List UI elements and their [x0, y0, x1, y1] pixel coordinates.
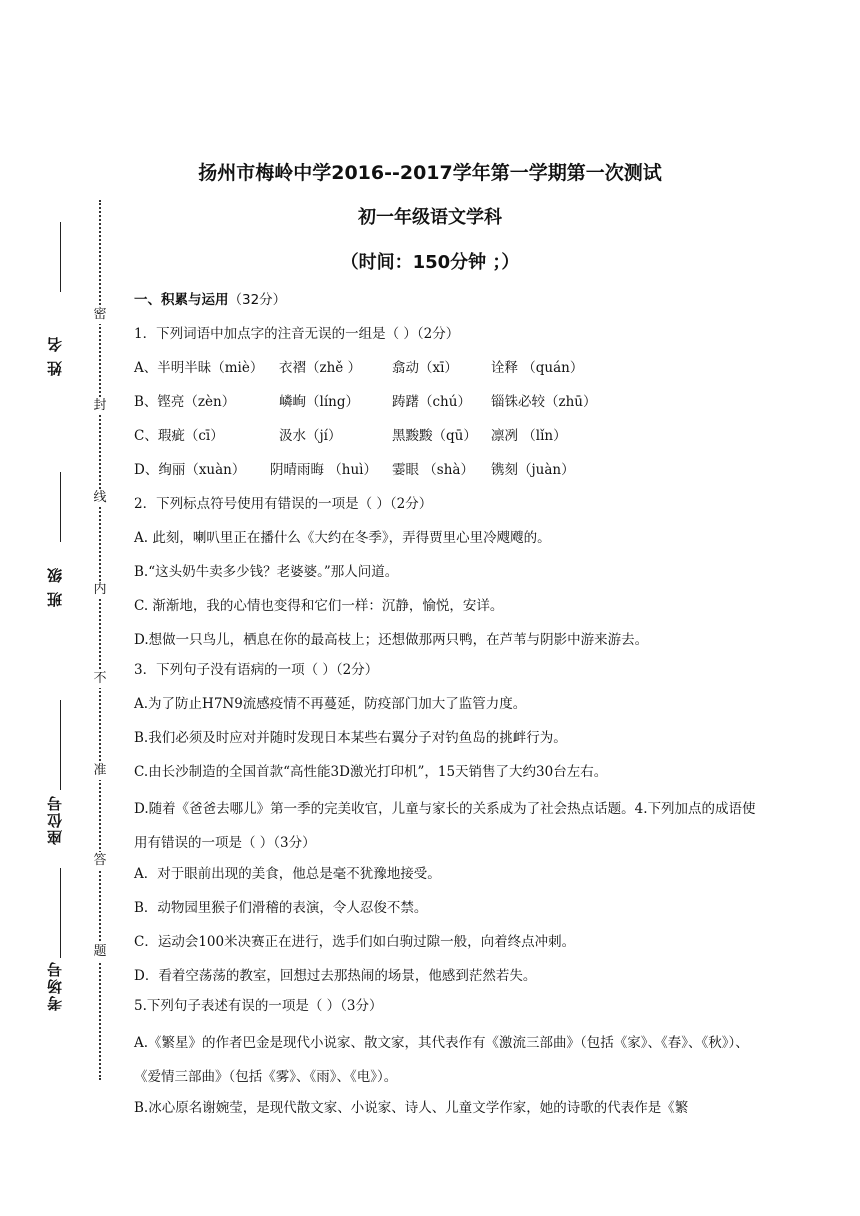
class-label: 班 级 — [46, 566, 64, 608]
name-label: 姓 名 — [46, 335, 64, 377]
q1-option-b — [134, 388, 764, 422]
q1-option-c — [134, 422, 764, 456]
option-item: C、瑕疵（cī） — [134, 428, 224, 444]
option-item: 阴晴雨晦 （huì） — [270, 462, 377, 478]
q2-option-c: C. 渐渐地，我的心情也变得和它们一样：沉静，愉悦，安详。 — [134, 598, 504, 614]
q1-stem: 1．下列词语中加点字的注音无误的一组是（ ）（2分） — [134, 326, 460, 342]
q1-option-d — [134, 456, 764, 490]
seal-char: 题 — [91, 943, 109, 961]
option-item: D、绚丽（xuàn） — [134, 462, 246, 478]
q3-option-c: C.由长沙制造的全国首款“高性能3D激光打印机”，15天销售了大约30台左右。 — [134, 764, 608, 780]
seal-char: 答 — [91, 852, 109, 870]
seal-char: 线 — [91, 489, 109, 507]
q4-option-c: C．运动会100米决赛正在进行，选手们如白驹过隙一般，向着终点冲刺。 — [134, 934, 576, 950]
option-item: 凛冽 （lǐn） — [491, 428, 567, 444]
class-underline — [60, 472, 61, 542]
option-item: 翕动（xī） — [392, 360, 458, 376]
room-underline — [60, 868, 61, 958]
option-item: 霎眼 （shà） — [392, 462, 474, 478]
section-title: 一、积累与运用 — [134, 292, 229, 308]
exam-subtitle: 初一年级语文学科 — [358, 207, 502, 228]
q3-stem: 3．下列句子没有语病的一项（ ）（2分） — [134, 662, 379, 678]
option-item: 镌刻（juàn） — [491, 462, 575, 478]
option-item: 衣褶（zhě ） — [279, 360, 362, 376]
q4-option-a: A．对于眼前出现的美食，他总是毫不犹豫地接受。 — [134, 866, 441, 882]
q4-option-d: D．看着空荡荡的教室，回想过去那热闹的场景，他感到茫然若失。 — [134, 968, 537, 984]
q3-option-a: A.为了防止H7N9流感疫情不再蔓延，防疫部门加大了监管力度。 — [134, 696, 527, 712]
q3-option-b: B.我们必须及时应对并随时发现日本某些右翼分子对钓鱼岛的挑衅行为。 — [134, 730, 567, 746]
seat-label: 座位号 — [46, 794, 64, 845]
q1-option-a — [134, 354, 764, 388]
seal-char: 不 — [91, 670, 109, 688]
exam-body — [134, 286, 764, 1128]
seal-char: 密 — [91, 306, 109, 324]
seal-char: 封 — [91, 397, 109, 415]
q2-option-b: B.“这头奶牛卖多少钱？老婆婆。”那人问道。 — [134, 564, 399, 580]
q2-option-a: A. 此刻，喇叭里正在播什么《大约在冬季》，弄得贾里心里冷飕飕的。 — [134, 530, 551, 546]
option-item: 黑黢黢（qū） — [392, 428, 477, 444]
option-item: 锱铢必较（zhū） — [491, 394, 597, 410]
option-item: A、半明半昧（miè） — [134, 360, 264, 376]
section-score: （32分） — [228, 292, 287, 308]
seal-char: 内 — [91, 581, 109, 599]
seal-char: 准 — [91, 762, 109, 780]
option-item: 嶙峋（líng） — [279, 394, 359, 410]
q2-stem: 2．下列标点符号使用有错误的一项是（ ）（2分） — [134, 496, 433, 512]
section-heading — [134, 286, 764, 320]
exam-time: （时间：150分钟 ；） — [340, 252, 520, 273]
option-item: 诠释 （quán） — [491, 360, 584, 376]
room-label: 考场号 — [46, 960, 64, 1011]
option-item: 汲水（jí） — [279, 428, 342, 444]
q5-stem: 5.下列句子表述有误的一项是（ ）（3分） — [134, 998, 383, 1014]
q5-option-b: B.冰心原名谢婉莹，是现代散文家、小说家、诗人、儿童文学作家，她的诗歌的代表作是《繁 — [134, 1100, 689, 1116]
q2-option-d: D.想做一只鸟儿，栖息在你的最高枝上；还想做那两只鸭，在芦苇与阴影中游来游去。 — [134, 632, 649, 648]
exam-title: 扬州市梅岭中学2016--2017学年第一学期第一次测试 — [198, 162, 662, 184]
seat-underline — [60, 700, 61, 790]
option-item: B、铿亮（zèn） — [134, 394, 236, 410]
option-item: 踌躇（chú） — [392, 394, 471, 410]
q4-option-b: B．动物园里猴子们滑稽的表演，令人忍俊不禁。 — [134, 900, 428, 916]
q5-option-a: A.《繁星》的作者巴金是现代小说家、散文家，其代表作有《激流三部曲》（包括《家》、《春》、《秋》）、《爱情三部曲》（包括《雾》、《雨》、《电》）。 — [134, 1035, 749, 1085]
q3-option-d: D.随着《爸爸去哪儿》第一季的完美收官，儿童与家长的关系成为了社会热点话题。4.下列加点的成语使用有错误的一项是（ ）（3分） — [134, 801, 756, 851]
